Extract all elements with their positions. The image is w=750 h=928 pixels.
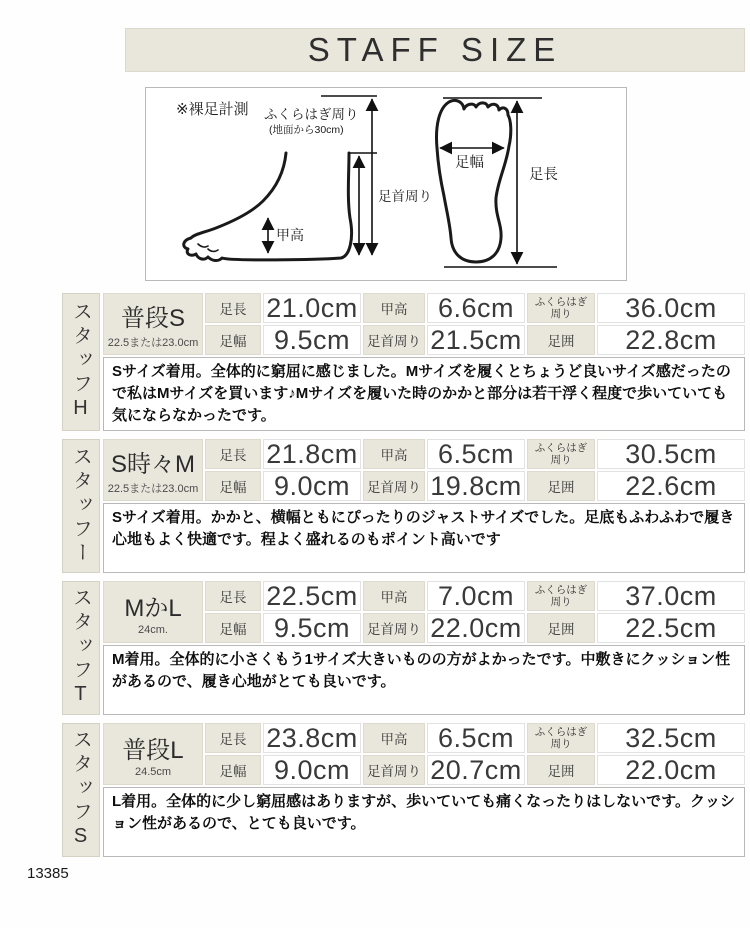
measurement-table (103, 293, 745, 355)
usual-size-cm: 22.5または23.0cm (107, 483, 199, 496)
value-ankle: 20.7cm (427, 755, 525, 785)
label-foot-width: 足幅 (205, 471, 261, 501)
staff-section-4 (62, 723, 745, 857)
staff-name-column (62, 439, 100, 573)
value-girth: 22.6cm (597, 471, 745, 501)
label-ankle: 足首周り (363, 755, 425, 785)
label-ankle: 足首周り (363, 613, 425, 643)
usual-size-cell (103, 723, 203, 785)
label-calf: ふくらはぎ周り (527, 439, 595, 469)
label-instep: 甲高 (363, 439, 425, 469)
value-foot-length: 23.8cm (263, 723, 361, 753)
label-calf: ふくらはぎ周り (527, 723, 595, 753)
usual-size-cm: 24.5cm (134, 766, 172, 779)
sole-foot-sketch (437, 100, 511, 262)
staff-name-column (62, 723, 100, 857)
staff-name-column (62, 581, 100, 715)
measurement-table (103, 723, 745, 785)
value-ankle: 19.8cm (427, 471, 525, 501)
staff-comment: L着用。全体的に少し窮屈感はありますが、歩いていても痛くなったりはしないです。クッション性があるので、とても良いです。 (103, 787, 745, 857)
staff-comment: Sサイズ着用。全体的に窮屈に感じました。Mサイズを履くとちょうど良いサイズ感だったので私はMサイズを買います♪Mサイズを履いた時のかかと部分は若干浮く程度で歩いていても気にならなかったです。 (103, 357, 745, 431)
label-girth: 足囲 (527, 325, 595, 355)
staff-name: スタッフT (69, 587, 92, 710)
label-instep: 甲高 (363, 581, 425, 611)
measurement-table (103, 581, 745, 643)
width-label: 足幅 (455, 155, 484, 171)
value-girth: 22.8cm (597, 325, 745, 355)
staff-name-column (62, 293, 100, 431)
value-calf: 30.5cm (597, 439, 745, 469)
label-calf: ふくらはぎ周り (527, 293, 595, 323)
staff-section-2 (62, 439, 745, 573)
value-girth: 22.0cm (597, 755, 745, 785)
label-foot-length: 足長 (205, 293, 261, 323)
value-instep: 6.5cm (427, 439, 525, 469)
staff-comment: M着用。全体的に小さくもう1サイズ大きいものの方がよかったです。中敷きにクッション性があるので、履き心地がとても良いです。 (103, 645, 745, 715)
value-foot-length: 21.0cm (263, 293, 361, 323)
usual-size: 普段L (122, 737, 184, 765)
instep-label: 甲高 (276, 227, 304, 243)
label-foot-width: 足幅 (205, 613, 261, 643)
header-banner (125, 28, 745, 72)
label-ankle: 足首周り (363, 325, 425, 355)
usual-size: MかL (124, 595, 182, 623)
value-ankle: 22.0cm (427, 613, 525, 643)
staff-sections (62, 293, 745, 857)
label-calf: ふくらはぎ周り (527, 581, 595, 611)
usual-size-cm: 22.5または23.0cm (107, 337, 199, 349)
label-girth: 足囲 (527, 471, 595, 501)
measurement-table (103, 439, 745, 501)
usual-size-cell (103, 293, 203, 355)
ankle-label: 足首周り (378, 189, 432, 204)
label-foot-width: 足幅 (205, 755, 261, 785)
value-ankle: 21.5cm (427, 325, 525, 355)
page-title: STAFF SIZE (307, 31, 563, 68)
label-instep: 甲高 (363, 723, 425, 753)
value-calf: 32.5cm (597, 723, 745, 753)
usual-size-cm: 24cm. (138, 624, 168, 637)
foot-diagram-svg (146, 88, 626, 280)
staff-comment: Sサイズ着用。かかと、横幅ともにぴったりのジャストサイズでした。足底もふわふわで履き心地もよく快適です。程よく盛れるのもポイント高いです (103, 503, 745, 573)
label-foot-length: 足長 (205, 581, 261, 611)
foot-measurement-diagram (145, 87, 627, 281)
label-foot-length: 足長 (205, 723, 261, 753)
value-instep: 6.5cm (427, 723, 525, 753)
value-instep: 7.0cm (427, 581, 525, 611)
value-girth: 22.5cm (597, 613, 745, 643)
value-calf: 37.0cm (597, 581, 745, 611)
label-foot-length: 足長 (205, 439, 261, 469)
label-ankle: 足首周り (363, 471, 425, 501)
length-label: 足長 (529, 167, 558, 183)
label-instep: 甲高 (363, 293, 425, 323)
value-foot-width: 9.5cm (263, 325, 361, 355)
value-foot-length: 21.8cm (263, 439, 361, 469)
label-girth: 足囲 (527, 755, 595, 785)
staff-name: スタッフS (69, 729, 92, 852)
label-foot-width: 足幅 (205, 325, 261, 355)
usual-size: S時々M (111, 451, 195, 479)
value-calf: 36.0cm (597, 293, 745, 323)
usual-size: 普段S (120, 305, 185, 332)
staff-name: スタッフー (69, 446, 92, 567)
staff-name: スタッフH (69, 301, 92, 424)
value-foot-width: 9.0cm (263, 755, 361, 785)
staff-section-1 (62, 293, 745, 431)
staff-section-3 (62, 581, 745, 715)
value-foot-width: 9.0cm (263, 471, 361, 501)
value-foot-length: 22.5cm (263, 581, 361, 611)
calf-label: ふくらはぎ周り (264, 107, 359, 122)
calf-sub-label: (地面から30cm) (269, 124, 344, 136)
usual-size-cell (103, 439, 203, 501)
value-foot-width: 9.5cm (263, 613, 361, 643)
label-girth: 足囲 (527, 613, 595, 643)
barefoot-note: ※裸足計測 (176, 101, 249, 118)
page-code: 13385 (27, 865, 69, 883)
value-instep: 6.6cm (427, 293, 525, 323)
usual-size-cell (103, 581, 203, 643)
